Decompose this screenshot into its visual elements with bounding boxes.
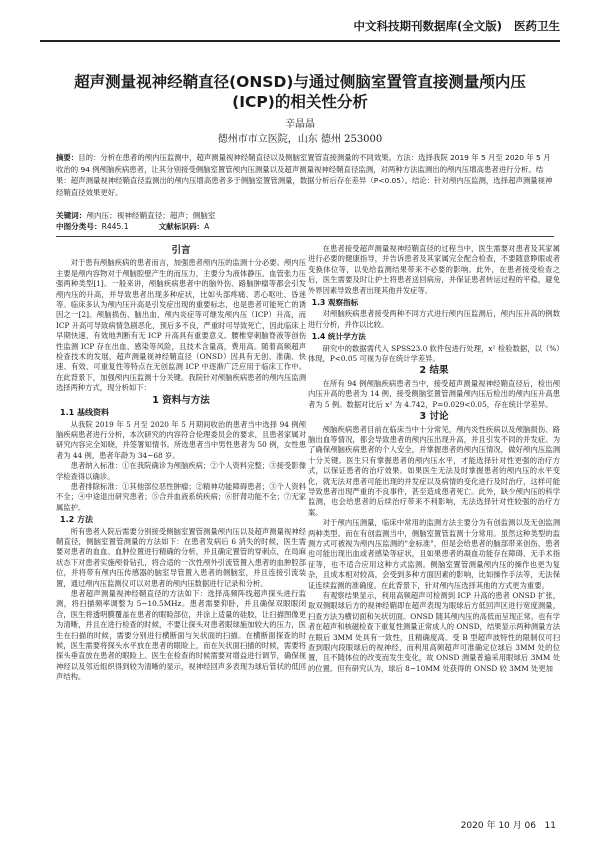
discussion-heading: 3 讨论 <box>419 411 449 423</box>
method-paragraph-1: 所有患者入院后需要分别接受侧脑室置管测量颅内压以及超声测量视神经鞘直径，侧脑室置管测量的方法如下：在患者发病后 6 消失的时候，医生需要对患者的血血、血肿位置进行精确的分析，并且确定置管的穿刺点，在局麻状态下对患者实施颅骨钻孔，将合适的一次性颅外引流管置入患者的血肿腔部位，并将带有颅内压传感器的脑室导管置入患者的侧脑室，并且连接引流装置，通过颅内压监测仪可以对患者的颅内压数据进行记录和分析。 <box>56 526 306 588</box>
results-heading: 2 结果 <box>419 365 449 377</box>
journal-header <box>40 18 560 42</box>
discussion-paragraph-3: 有观察结果显示，利用高频超声可检测到 ICP 升高的患者 ONSD 扩张，取双侧眼球后方的视神经鞘即在超声表现为眼球后方低回声区进行宽度测量，扫查方法为横切面和矢状切面。ONSD 随其颅内压的高低而呈现正常。也有学者在超声和核磁检查下重复性测量正常成人的 ONSD，结果显示两种测量方法在眼后 3MM 处具有一致性，且精确度高。受 B 型超声波特性的限制仅可扫查到眼内段眼球后的视神经，而利用高频超声可准确定位球后 3MM 处的位置，且不随体位的改变而发生变化，故 ONSD 测量普遍采用眼球后 3MM 处的位置。但有研究认为，球后 8~10MM 处获得的 ONSD 较 3MM 处更加 <box>308 591 560 673</box>
baseline-paragraph: 从我院 2019 年 5 月至 2020 年 5 月期间收治的患者当中选择 94 例颅脑疾病患者进行分析，本次研究的内容符合伦理委员会的要求，且患者家属对研究内容完全知晓，并签署知情书。所选患者当中男性患者为 50 例，女性患者为 44 例，患者年龄为 34~68 岁。 <box>56 419 306 460</box>
abstract-text: 目的：分析在患者的颅内压监测中，超声测量视神经鞘直径以及侧脑室置管直接测量的不同效果。方法：选择我院 2019 年 5 月至 2020 年 5 月收治的 94 例颅脑疾病患者，让其分别接受侧脑室置管颅内压测量以及超声测量视神经鞘直径监测，对两种方法监测出的颅内压增高患者进行分析。结果：超声测量视神经鞘直径监测出的颅内压增高患者多于侧脑室置管测量，数据分析后存在差异（P<0.05）。结论：针对颅内压监测，选择超声测量视神经鞘直径效果更好。 <box>56 153 553 197</box>
journal-name: 中文科技期刊数据库(全文版) <box>353 19 502 33</box>
keywords-row <box>56 210 215 221</box>
intro-paragraph: 对于患有颅脑疾病的患者而言，加强患者颅内压的监测十分必要。颅内压主要是颅内容物对于颅脑腔壁产生的而压力，主要分为液体静压、血管张力压强两种类型[1]。一般来讲，颅脑疾病患者中的脑外伤、路脑肿瘤等都会引发颅内压的升高，并导致患者出现多种症状，比如头部疼痛、恶心呕吐、昏迷等。临床多认为颅内压升高是引发症出现的重要标志，也是患者可能死亡的诱因之一[2]。颅脑损伤、脑出血、颅内炎症等可继发颅内压（ICP）升高，而 ICP 升高可导致病情急剧恶化，预后多不良，严重时可导致死亡，因此临床上早期快速、有效地判断有无 ICP 升高具有重要意义。腰椎穿刺脑脊液等创伤性监测 ICP 存在出血、感染等风险，且技术含量高，费用高。随着高频超声检查技术的发展，超声测量视神经鞘直径（ONSD）因具有无创、准确、快速、有效、可重复性等特点在无创监测 ICP 中逐渐广泛应用于临床工作中。在此背景下，加强颅内压监测十分关键。我院针对颅脑疾病患者的颅内压监测选择两种方式，现分析如下： <box>56 258 306 393</box>
issue-date: 2020 年 10 月 06 <box>460 821 536 831</box>
discussion-paragraph-1: 颅脑疾病患者目前在临床当中十分常见，颅内炎性疾病以及颅脑损伤、路脑出血等情况，都会导致患者的颅内压出现升高，并且引发不同的并发症。为了确保颅脑疾病患者的个人安全，并掌握患者的颅内压情况，做好颅内压监测十分关键。医生只有掌握患者的颅内压水平，才能选择针对性更强的治疗方式，以保证患者的治疗效果。如果医生无法及时掌握患者的颅内压的水平变化，就无法对患者可能出现的并发症以及病情的变化进行及时治疗，这样可能导致患者出现严重的不良事件，甚至造成患者死亡。此外，缺少颅内压的科学监测，也会给患者的后续治疗带来不利影响，无法选择针对性较强的治疗方案。 <box>308 424 560 517</box>
author-name: 辛晶晶 <box>285 119 315 130</box>
inclusion-criteria: 患者纳入标准：①在我院确诊为颅脑疾病；②个人资料完整；③接受影像学检查得以确诊。 <box>56 461 306 481</box>
clc-label: 中图分类号： <box>56 222 102 231</box>
exclusion-criteria: 患者排除标准：①其他部位恶性肿瘤；②精神功能障碍患者；③个人资料不全；④中途退出研究患者；⑤合并血液系统疾病；⑥肝肾功能不全；⑦无家属监护。 <box>56 481 306 512</box>
doc-code-value: A <box>204 222 210 231</box>
statistics-heading: 1.4 统计学方法 <box>311 332 366 342</box>
clc-value: R445.1 <box>101 222 129 231</box>
article-meta <box>56 210 215 232</box>
method-paragraph-3: 在患者接受超声测量视神经鞘直径的过程当中，医生需要对患者及其家属进行必要的健康指导，并告诉患者及其家属完全配合检查，不要随意睁眼或者变换体位等，以免给监测结果带来不必要的影响。此外，在患者接受检查之后，医生需要及时让护士将患者送回病房，并保证患者转运过程的平稳，避免外界因素导致患者出现其他并发症等。 <box>308 244 560 295</box>
page-number: 11 <box>544 821 556 831</box>
method-heading: 1.2 方法 <box>60 515 93 525</box>
doc-code-label: 文献标识码： <box>158 222 205 231</box>
statistics-paragraph: 研究中的数据需代入 SPSS23.0 软件包进行处理，x² 检验数据，以（%）体现，P<0.05 可视为存在统计学差异。 <box>308 343 560 364</box>
intro-heading: 引言 <box>171 245 191 256</box>
left-column <box>56 244 306 683</box>
abstract-divider <box>56 236 554 237</box>
page-footer <box>461 818 556 831</box>
keywords-label: 关键词： <box>56 211 87 220</box>
right-column <box>308 244 560 674</box>
author-affiliation: 德州市市立医院，山东 德州 253000 <box>217 134 383 145</box>
keywords-text: 颅内压；视神经鞘直径；超声；侧脑室 <box>86 211 216 220</box>
abstract-label: 摘要： <box>56 153 79 162</box>
indicators-paragraph: 对颅脑疾病患者接受两种不同方式进行颅内压监测后，颅内压升高的例数进行分析，并作以比较。 <box>308 309 560 329</box>
discussion-paragraph-2: 对于颅内压测量，临床中常用的监测方法主要分为有创监测以及无创监测两种类型。而在有创监测当中，侧脑室置管监测十分常用。虽然这种类型的监测方式可被视为颅内压监测的"金标准"，但是会给患者的脑部带来创伤，患者也可能出现出血或者感染等症状，且如果患者的凝血功能存在障碍、无手术指征等，也不适合应用这种方式监测。侧脑室置管测量颅内压的操作也更为复杂，且成本相对较高，会受到多种方面因素的影响，比如操作手法等，无法保证连续监测的准确度。在此背景下，针对颅内压选择其他的方式更为重要。 <box>308 518 560 590</box>
methods-heading: 1 资料与方法 <box>152 394 210 406</box>
results-paragraph: 在所有 94 例颅脑疾病患者当中，接受超声测量视神经鞘直径后，检出颅内压升高的患者为 14 例，接受侧脑室置管测量颅内压后检出的颅内压升高患者为 5 例。数据对比后 x² 为 4.742，P=0.029<0.05，存在统计学差异。 <box>308 378 560 409</box>
indicators-heading: 1.3 观察指标 <box>311 298 359 308</box>
classification-row <box>56 221 215 232</box>
article-title: 超声测量视神经鞘直径(ONSD)与通过侧脑室置管直接测量颅内压(ICP)的相关性分析 <box>74 73 526 111</box>
journal-section: 医药卫生 <box>514 19 560 33</box>
abstract <box>56 152 554 198</box>
baseline-heading: 1.1 基线资料 <box>60 408 109 418</box>
method-paragraph-2: 患者超声测量视神经鞘直径的方法如下：选择高频阵线超声探头进行监测，将扫描频率调整为 5~10.5MHz。患者需要仰卧，并且确保双眼眼闭合，医生将透明膜覆盖在患者的眼睑部位，并涂上适量的硅胶，让扫描图像更为清晰，并且在进行检查的时候，不要让探头对患者眼球施加较大的压力，医生在扫描的时候，需要分别进行横断面与矢状面的扫描。在横断面探查的时候，医生需要将探头水平放在患者的眼睑上，而在矢状面扫描的时候，需要将探头垂直放在患者的眼睑上。医生在检查的时候需要对增益进行调节，确保视神经以及邻近组织得到较为清晰的显示，视神经回声多表现为球后管状的低回声结构。 <box>56 589 306 682</box>
